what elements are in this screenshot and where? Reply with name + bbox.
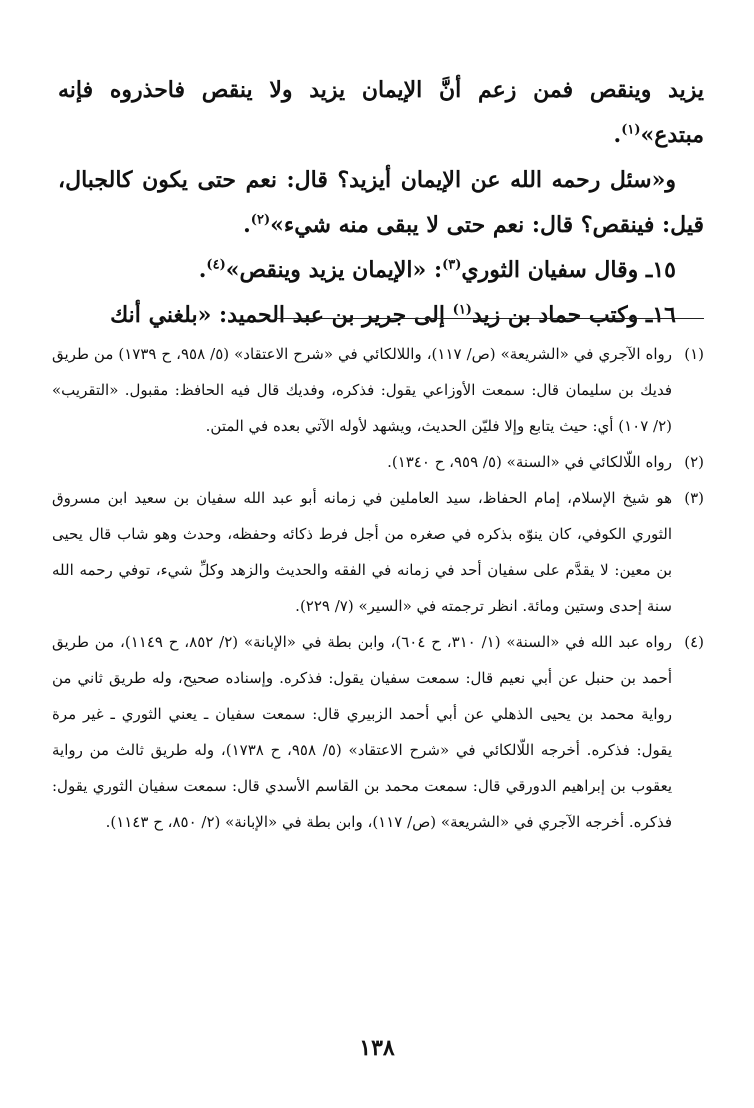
main-paragraph (58, 158, 704, 248)
punctuation: . (198, 257, 207, 283)
main-text (58, 68, 704, 338)
footnote-ref: (٢) (250, 212, 271, 228)
main-text-line: ١٦ـ وكتب حماد بن زيد (471, 302, 676, 328)
footnote-number: (٤) (684, 633, 705, 651)
footnote-separator (276, 318, 704, 319)
footnote-ref: (١) (621, 122, 641, 138)
footnote-text: هو شيخ الإسلام، إمام الحفاظ، سيد العاملين في زمانه أبو عبد الله سفيان بن سعيد ابن مسروق الثوري الكوفي، كان ينوّه بذكره في صغره من أجل فرط ذكائه وحفظه، وحدث وهو شاب قال يحيى بن معين: لا يقدَّم على سفيان أحد في زمانه في الفقه والحديث والزهد وكلِّ شيء، توفي رحمه الله سنة إحدى وستين ومائة. انظر ترجمته في «السير» (٧/ ٢٢٩). (52, 489, 672, 615)
main-text-line: إلى جرير بن عبد الحميد: «بلغني أنك (110, 302, 453, 328)
footnote-text: رواه الآجري في «الشريعة» (ص/ ١١٧)، واللالكائي في «شرح الاعتقاد» (٥/ ٩٥٨، ح ١٧٣٩) من طريق فديك بن سليمان قال: سمعت الأوزاعي يقول: فذكره، وفديك قال فيه الحافظ: مقبول. «التقريب» (٢/ ١٠٧) أي: حيث يتابع وإلا فليّن الحديث، ويشهد لأوله الآتي بعده في المتن. (52, 345, 672, 435)
footnote-number: (١) (684, 345, 704, 363)
main-text-line: يزيد وينقص فمن زعم أنَّ الإيمان يزيد ولا ينقص فاحذروه فإنه مبتدع» (58, 77, 704, 148)
footnote (52, 444, 704, 480)
footnote-ref: (٣) (442, 257, 462, 273)
footnote (52, 336, 704, 444)
main-text-line: ١٥ـ وقال سفيان الثوري (461, 257, 676, 283)
footnote-text: رواه اللّالكائي في «السنة» (٥/ ٩٥٩، ح ١٣٤٠). (387, 453, 672, 471)
main-text-line: و«سئل رحمه الله عن الإيمان أيزيد؟ قال: نعم حتى يكون كالجبال، قيل: فينقص؟ قال: نعم حتى لا يبقى منه شيء» (58, 167, 704, 238)
footnote-ref: (٤) (206, 257, 226, 273)
punctuation: . (243, 212, 251, 238)
main-text-line: : «الإيمان يزيد وينقص» (225, 257, 443, 283)
footnote-ref: (١) (452, 302, 472, 318)
main-paragraph (58, 68, 704, 158)
footnote-number: (٢) (684, 453, 704, 471)
footnote (52, 624, 704, 840)
main-paragraph (58, 293, 704, 338)
punctuation: . (613, 122, 622, 148)
footnote (52, 480, 704, 624)
footnote-text: رواه عبد الله في «السنة» (١/ ٣١٠، ح ٦٠٤)، وابن بطة في «الإبانة» (٢/ ٨٥٢، ح ١١٤٩)، من طريق أحمد بن حنبل عن أبي نعيم قال: سمعت سفيان يقول: فذكره. وإسناده صحيح، وله طريق ثاني من رواية محمد بن يحيى الذهلي عن أبي أحمد الزبيري قال: سمعت سفيان ـ يعني الثوري ـ غير مرة يقول: فذكره. أخرجه اللّالكائي في «شرح الاعتقاد» (٥/ ٩٥٨، ح ١٧٣٨)، وله طريق ثالث من رواية يعقوب بن إبراهيم الدورقي قال: سمعت محمد بن القاسم الأسدي قال: سمعت سفيان الثوري يقول: فذكره. أخرجه الآجري في «الشريعة» (ص/ ١١٧)، وابن بطة في «الإبانة» (٢/ ٨٥٠، ح ١١٤٣). (52, 633, 673, 831)
footnotes (52, 336, 704, 840)
page-number: ١٣٨ (359, 1035, 395, 1061)
main-paragraph (58, 248, 704, 293)
footnote-number: (٣) (684, 489, 704, 507)
